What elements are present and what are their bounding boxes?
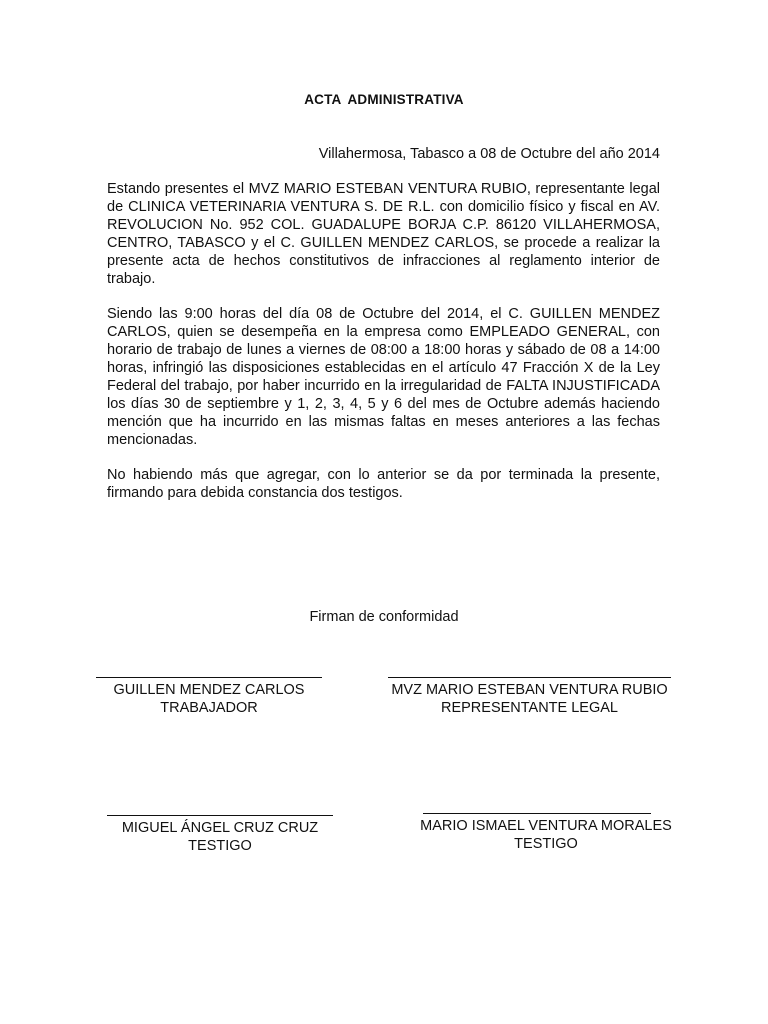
signer-role: TESTIGO <box>188 838 252 854</box>
document-title: ACTA ADMINISTRATIVA <box>304 92 464 107</box>
signer-name: MARIO ISMAEL VENTURA MORALES <box>420 818 672 834</box>
signer-role: TRABAJADOR <box>160 700 258 716</box>
conformity-label: Firman de conformidad <box>309 609 459 625</box>
signer-name: MIGUEL ÁNGEL CRUZ CRUZ <box>121 820 319 836</box>
paragraph-intro: Estando presentes el MVZ MARIO ESTEBAN VENTURA RUBIO, representante legal de CLINICA VETERINARIA VENTURA S. DE R.L. con domicilio físico y fiscal en AV. REVOLUCION No. 952 COL. GUADALUPE BORJA C.P. 86120 VILLAHERMOSA, CENTRO, TABASCO y el C. GUILLEN MENDEZ CARLOS, se procede a realizar la presente acta de hechos constitutivos de infracciones al reglamento interior de trabajo. <box>107 181 660 287</box>
signature-block-witness-1 <box>107 815 333 855</box>
signature-line <box>388 677 671 678</box>
signature-block-legal-representative <box>388 677 671 717</box>
signer-role: REPRESENTANTE LEGAL <box>440 700 618 716</box>
signature-line <box>107 815 333 816</box>
place-and-date: Villahermosa, Tabasco a 08 de Octubre del año 2014 <box>318 146 660 162</box>
signature-line <box>96 677 322 678</box>
paragraph-facts: Siendo las 9:00 horas del día 08 de Octubre del 2014, el C. GUILLEN MENDEZ CARLOS, quien se desempeña en la empresa como EMPLEADO GENERAL, con horario de trabajo de lunes a viernes de 08:00 a 18:00 horas y sábado de 08 a 14:00 horas, infringió las disposiciones establecidas en el artículo 47 Fracción X de la Ley Federal del trabajo, por haber incurrido en la irregularidad de FALTA INJUSTIFICADA los días 30 de septiembre y 1, 2, 3, 4, 5 y 6 del mes de Octubre además haciendo mención que ha incurrido en las mismas faltas en meses anteriores a las fechas mencionadas. <box>107 306 660 448</box>
signer-name: MVZ MARIO ESTEBAN VENTURA RUBIO <box>391 682 668 698</box>
signer-name: GUILLEN MENDEZ CARLOS <box>113 682 305 698</box>
signature-line <box>423 813 651 814</box>
paragraph-closing: No habiendo más que agregar, con lo anterior se da por terminada la presente, firmando para debida constancia dos testigos. <box>107 467 660 501</box>
signature-block-worker <box>96 677 322 717</box>
signer-role: TESTIGO <box>514 836 578 852</box>
signature-block-witness-2 <box>415 813 677 853</box>
